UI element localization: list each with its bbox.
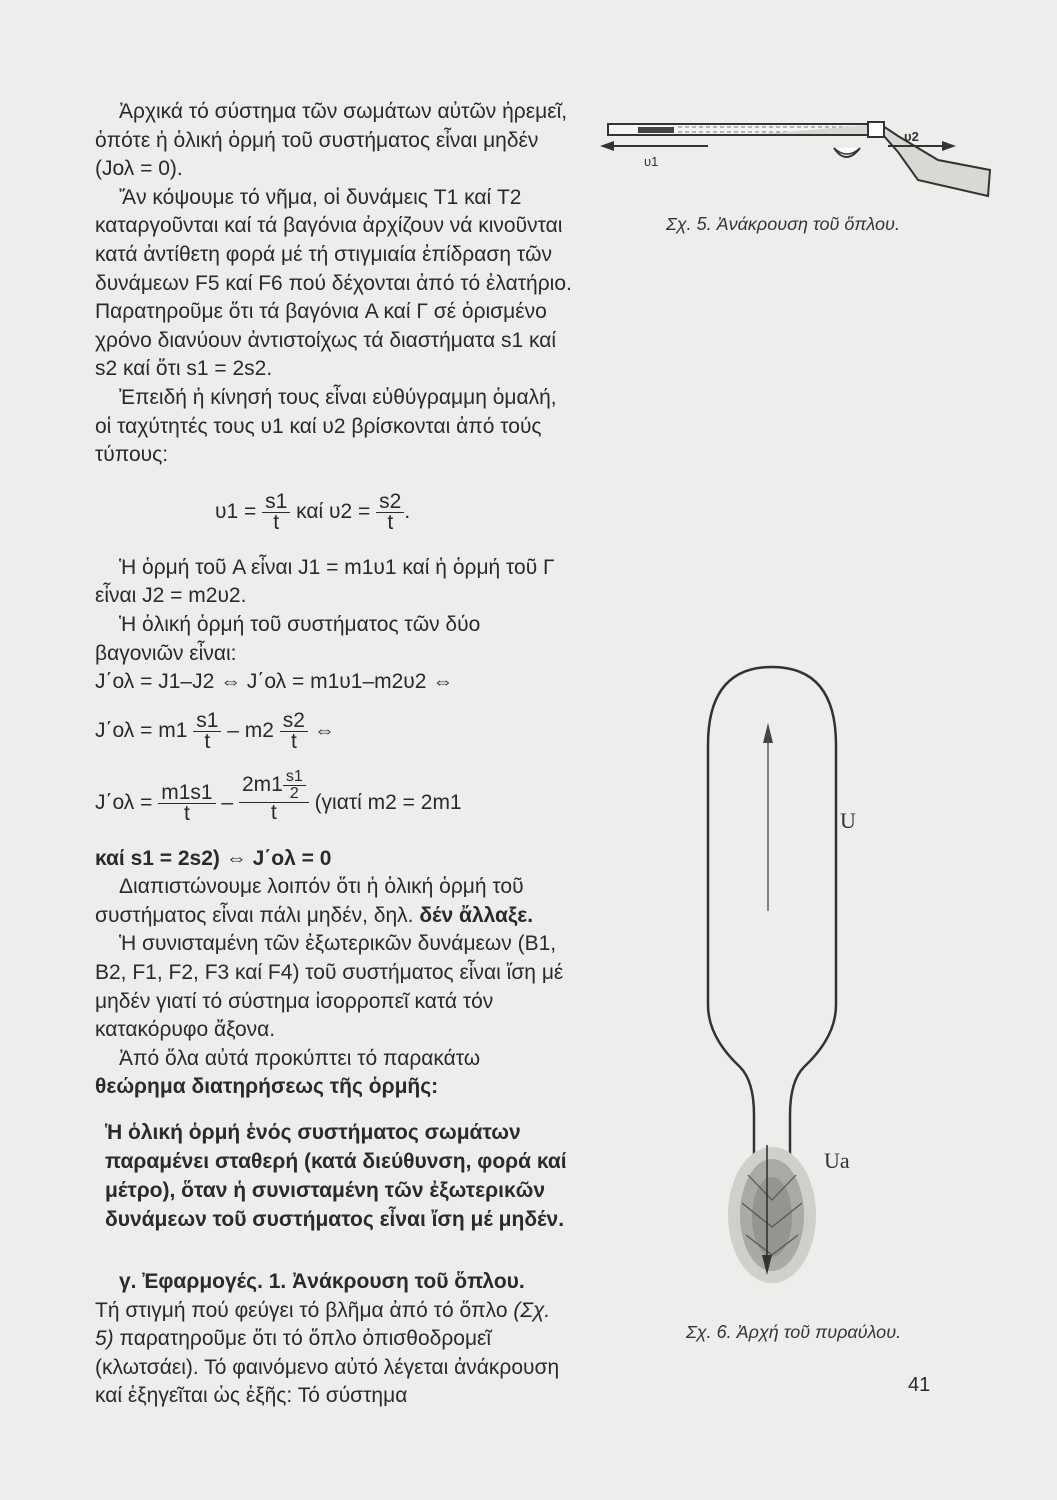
paragraph-external-forces: Ἡ συνισταμένη τῶν ἐξωτερικῶν δυνάμεων (B1, B2, F1, F2, F3 καί F4) τοῦ συστήματος εἶναι ἴση μέ μηδέν γιατί τό σύστημα ἰσορροπεῖ κατά τόν κατακόρυφο ἄξονα. — [95, 932, 564, 1042]
paragraph-not-changed: Διαπιστώνουμε λοιπόν ὅτι ἡ ὁλική ὁρμή τοῦ συστήματος εἶναι πάλι μηδέν, δηλ. δέν ἄλλαξε. — [95, 875, 534, 927]
exhaust-plume — [728, 1147, 816, 1283]
rifle-drawing — [608, 122, 990, 196]
paragraph-momenta: Ἡ ὁρμή τοῦ A εἶναι J1 = m1υ1 καί ἡ ὁρμή τοῦ Γ εἶναι J2 = m2υ2. — [95, 555, 555, 608]
paragraph-total-momentum: Ἡ ὁλική ὁρμή τοῦ συστήματος τῶν δύο βαγονιῶν εἶναι: — [95, 612, 481, 665]
paragraph-recoil: Τή στιγμή πού φεύγει τό βλῆμα ἀπό τό ὅπλο (Σχ. 5) παρατηροῦμε ὅτι τό ὅπλο ὀπισθοδρομεῖ (κλωτσάει). Τό φαινόμενο αὐτό λέγεται ἀνάκρουση καί ἐξηγεῖται ὡς ἑξῆς: Τό σύστημα — [95, 1298, 560, 1408]
arrow-u1-left — [600, 141, 708, 151]
equation-total-momentum: J΄ολ = J1–J2 ⇔ J΄ολ = m1υ1–m2υ2 ⇔ — [95, 670, 454, 694]
label-U: U — [840, 808, 856, 833]
figure-rocket-principle — [690, 655, 930, 1305]
equation-conclusion: καί s1 = 2s2) ⇔ J΄ολ = 0 — [95, 846, 332, 870]
equation-velocities: υ1 = $\frac{s1}{t}$ καί υ2 = $\frac{s2}{t}$ . — [215, 489, 411, 534]
caption-fig6: Σχ. 6. Ἀρχή τοῦ πυραύλου. — [686, 1322, 902, 1342]
fraction-m1s1-over-t: $\frac{m1s1}{t}$ — [158, 783, 215, 824]
label-u2: υ2 — [904, 129, 919, 144]
eq1-middle: καί υ2 = — [296, 499, 371, 523]
fraction-s2-over-t-2: $\frac{s2}{t}$ — [280, 711, 308, 752]
arrow-U-up — [763, 723, 773, 911]
equation-expanded: J΄ολ = m1 $\frac{s1}{t}$ – m2 $\frac{s2}{t}$ ⇔ — [95, 708, 335, 753]
paragraph-velocities: Ἐπειδή ἡ κίνησή τους εἶναι εὐθύγραμμη ὁμαλή, οἱ ταχύτητές τους υ1 καί υ2 βρίσκονται ἀπό τούς τύπους: — [95, 385, 557, 467]
fraction-s2-over-t: $\frac{s2}{t}$ — [376, 492, 404, 533]
page-number: 41 — [908, 1374, 931, 1396]
paragraph-cut-thread: Ἄν κόψουμε τό νῆμα, οἱ δυνάμεις T1 καί T2 καταργοῦνται καί τά βαγόνια ἀρχίζουν νά κινοῦνται κατά ἀντίθετη φορά μέ τή στιγμιαία ἐπίδραση τῶν δυνάμεων F5 καί F6 πού δέχονται ἀπό τό ἐλατήριο. Παρατηροῦμε ὅτι τά βαγόνια A καί Γ σέ ὁρισμένο χρόνο διανύουν ἀντιστοίχως τά διαστήματα s1 καί s2 καί ὅτι s1 = 2s2. — [95, 185, 572, 381]
label-u1: υ1 — [644, 154, 659, 169]
fraction-s1-over-t-2: $\frac{s1}{t}$ — [193, 711, 221, 752]
fraction-s1-over-t: $\frac{s1}{t}$ — [262, 492, 290, 533]
theorem-conservation-momentum: Ἡ ὁλική ὁρμή ἑνός συστήματος σωμάτων παραμένει σταθερή (κατά διεύθυνση, φορά καί μέτρο), ὅταν ἡ συνισταμένη τῶν ἐξωτερικῶν δυνάμεων τοῦ συστήματος εἶναι ἴση μέ μηδέν. — [105, 1121, 567, 1232]
equation-substituted: J΄ολ = $\frac{m1s1}{t}$ – 2m1 $\frac{s1}{2}$ t (γιατί m2 = 2m1 — [95, 767, 462, 826]
caption-fig5: Σχ. 5. Ἀνάκρουση τοῦ ὅπλου. — [666, 214, 900, 234]
figure-rifle-recoil — [598, 108, 998, 208]
paragraph-initial-state: Ἀρχικά τό σύστημα τῶν σωμάτων αὐτῶν ἠρεμεῖ, ὁπότε ἡ ὁλική ὁρμή τοῦ συστήματος εἶναι μηδέν (Jολ = 0). — [95, 100, 568, 181]
fraction-2m1s1-over-2t: 2m1 $\frac{s1}{2}$ t — [239, 769, 309, 823]
eq1-lhs: υ1 = — [215, 499, 257, 523]
section-heading-applications: γ. Ἐφαρμογές. 1. Ἀνάκρουση τοῦ ὅπλου. — [119, 1270, 525, 1294]
paragraph-theorem-intro: Ἀπό ὅλα αὐτά προκύπτει τό παρακάτω θεώρημα διατηρήσεως τῆς ὁρμῆς: — [95, 1046, 481, 1099]
main-text-column — [95, 98, 573, 1411]
label-Ua: Ua — [824, 1148, 850, 1173]
